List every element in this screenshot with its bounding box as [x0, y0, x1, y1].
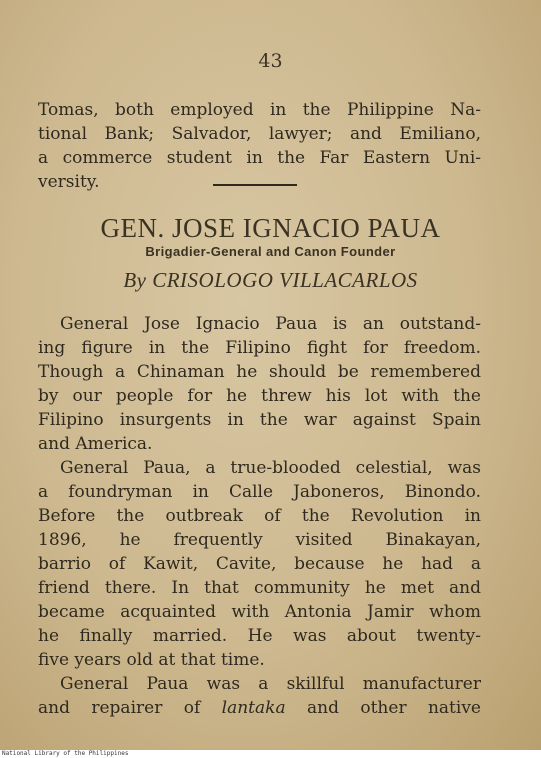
text-line: friend there. In that community he met and — [38, 578, 481, 598]
text-line: versity. — [38, 172, 100, 192]
text-line-with-rule — [38, 170, 481, 194]
text-line: he finally married. He was about twenty- — [38, 626, 481, 646]
article-author: By CRISOLOGO VILLACARLOS — [123, 268, 418, 292]
text-line: General Paua, a true-blooded celestial, was — [60, 458, 481, 478]
text-line: Filipino insurgents in the war against Spain — [38, 410, 481, 430]
text-line: barrio of Kawit, Cavite, because he had a — [38, 554, 481, 574]
text-line — [38, 696, 481, 720]
text-line: became acquainted with Antonia Jamir whom — [38, 602, 481, 622]
text-line: ing figure in the Filipino fight for freedom. — [38, 338, 481, 358]
text-line: Though a Chinaman he should be remembered — [38, 362, 481, 382]
text-line: tional Bank; Salvador, lawyer; and Emiliano, — [38, 124, 481, 144]
page-number: 43 — [258, 50, 283, 72]
text-fragment: and other native — [285, 698, 481, 718]
text-line: General Jose Ignacio Paua is an outstand- — [60, 314, 481, 334]
text-line: five years old at that time. — [38, 650, 265, 670]
text-line: a commerce student in the Far Eastern Uni- — [38, 148, 481, 168]
italic-word: lantaka — [221, 698, 286, 718]
section-divider — [213, 184, 297, 186]
text-line: by our people for he threw his lot with the — [38, 386, 481, 406]
text-line: and America. — [38, 434, 153, 454]
text-line: General Paua was a skillful manufacturer — [60, 674, 481, 694]
article-title: GEN. JOSE IGNACIO PAUA — [100, 213, 441, 243]
footer-credit: National Library of the Philippines — [2, 750, 129, 757]
text-line: Before the outbreak of the Revolution in — [38, 506, 481, 526]
text-line: Tomas, both employed in the Philippine Na- — [38, 100, 481, 120]
intro-paragraph — [38, 98, 481, 194]
text-line: a foundryman in Calle Jaboneros, Binondo. — [38, 482, 481, 502]
text-line: 1896, he frequently visited Binakayan, — [38, 530, 481, 550]
body-text — [38, 312, 481, 720]
article-subtitle: Brigadier-General and Canon Founder — [145, 244, 396, 259]
text-fragment: and repairer of — [38, 698, 222, 718]
